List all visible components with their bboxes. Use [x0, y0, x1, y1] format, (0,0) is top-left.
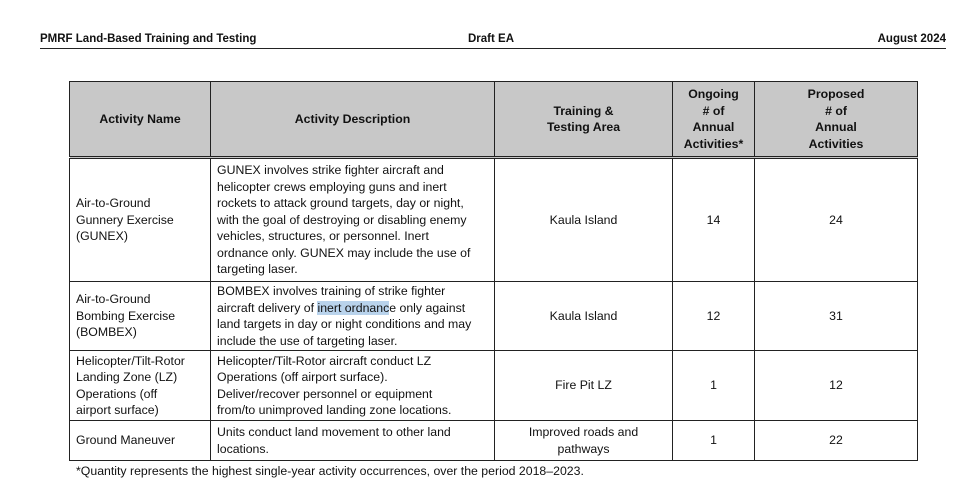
text-line: ordnance only. GUNEX may include the use of	[217, 245, 471, 260]
text-line: # of	[702, 103, 725, 118]
ongoing-count-cell: 14	[673, 158, 755, 282]
selected-text-highlight[interactable]: inert ordnanc	[317, 300, 390, 315]
column-header-ongoing-count	[673, 82, 755, 158]
activity-description-cell	[211, 158, 495, 282]
text-line	[217, 300, 488, 317]
text-line: Activities	[808, 136, 864, 151]
text-line: (GUNEX)	[76, 229, 128, 244]
text-line: Ground Maneuver	[76, 433, 176, 448]
text-line: Air-to-Ground	[76, 196, 151, 211]
text-line: land targets in day or night conditions and may	[217, 317, 472, 331]
text-line: Bombing Exercise	[76, 308, 176, 323]
text-line: Activities*	[683, 136, 744, 151]
table-row	[70, 282, 918, 351]
training-area-cell	[495, 351, 673, 421]
table-row	[70, 158, 918, 282]
text-line: Activity Description	[294, 111, 411, 126]
activity-description-cell	[211, 351, 495, 421]
text-line: include the use of targeting laser.	[217, 333, 398, 348]
text-line: Activity Name	[99, 111, 181, 126]
text-line: pathways	[557, 441, 610, 456]
text-line: Improved roads and	[528, 425, 639, 439]
text-segment: e only against	[389, 300, 466, 315]
text-line: (BOMBEX)	[76, 325, 137, 340]
activity-name-cell	[70, 421, 211, 461]
text-line: Helicopter/Tilt-Rotor	[76, 353, 185, 368]
activities-table	[69, 81, 918, 461]
text-line: Proposed	[807, 87, 865, 101]
text-line: Kaula Island	[549, 308, 618, 323]
activity-name-cell	[70, 158, 211, 282]
table-header-row	[70, 82, 918, 158]
text-line: with the goal of destroying or disabling enemy	[217, 212, 467, 227]
text-line: Operations (off	[76, 386, 158, 401]
header-center: Draft EA	[468, 33, 515, 45]
proposed-count-cell: 22	[755, 421, 918, 461]
column-header-training-area	[495, 82, 673, 158]
training-area-cell	[495, 282, 673, 351]
activity-name-cell	[70, 351, 211, 421]
proposed-count-cell: 31	[755, 282, 918, 351]
text-line: targeting laser.	[217, 262, 298, 277]
text-line: rockets to attack ground targets, day or night,	[217, 196, 464, 211]
text-line: Kaula Island	[549, 212, 618, 227]
text-line: Gunnery Exercise	[76, 212, 174, 227]
text-line: Operations (off airport surface).	[217, 370, 388, 384]
ongoing-count-cell: 12	[673, 282, 755, 351]
text-line: Ongoing	[688, 87, 739, 101]
footnote: *Quantity represents the highest single-year activity occurrences, over the period 2018–2023.	[76, 464, 584, 478]
text-line: BOMBEX involves training of strike fighter	[217, 284, 446, 298]
text-segment: aircraft delivery of	[217, 300, 318, 315]
header-right: August 2024	[877, 33, 946, 45]
training-area-cell	[495, 421, 673, 461]
text-line: Landing Zone (LZ)	[76, 370, 178, 384]
text-line: airport surface)	[76, 403, 159, 417]
activity-name-cell	[70, 282, 211, 351]
activity-description-cell	[211, 421, 495, 461]
table-row	[70, 421, 918, 461]
text-line: Deliver/recover personnel or equipment	[217, 386, 433, 401]
header-rule	[40, 48, 946, 49]
proposed-count-cell: 12	[755, 351, 918, 421]
column-header-activity-description	[211, 82, 495, 158]
text-line: locations.	[217, 441, 269, 456]
ongoing-count-cell: 1	[673, 351, 755, 421]
proposed-count-cell: 24	[755, 158, 918, 282]
text-line: vehicles, structures, or personnel. Inert	[217, 229, 429, 244]
text-line: Testing Area	[546, 120, 621, 134]
table-row	[70, 351, 918, 421]
text-line: Air-to-Ground	[76, 292, 151, 307]
training-area-cell	[495, 158, 673, 282]
text-line: # of	[825, 103, 847, 118]
text-line: Fire Pit LZ	[555, 378, 612, 393]
text-line: Annual	[692, 120, 735, 134]
text-line: Helicopter/Tilt-Rotor aircraft conduct LZ	[217, 353, 432, 368]
column-header-activity-name	[70, 82, 211, 158]
ongoing-count-cell: 1	[673, 421, 755, 461]
text-line: from/to unimproved landing zone locations.	[217, 403, 452, 417]
header-left: PMRF Land-Based Training and Testing	[40, 33, 257, 45]
text-line: GUNEX involves strike fighter aircraft and	[217, 163, 444, 178]
activity-description-cell	[211, 282, 495, 351]
text-line: Annual	[815, 120, 857, 134]
text-line: Training &	[553, 103, 614, 118]
text-line: helicopter crews employing guns and inert	[217, 179, 447, 194]
column-header-proposed-count	[755, 82, 918, 158]
text-line: Units conduct land movement to other land	[217, 425, 451, 439]
